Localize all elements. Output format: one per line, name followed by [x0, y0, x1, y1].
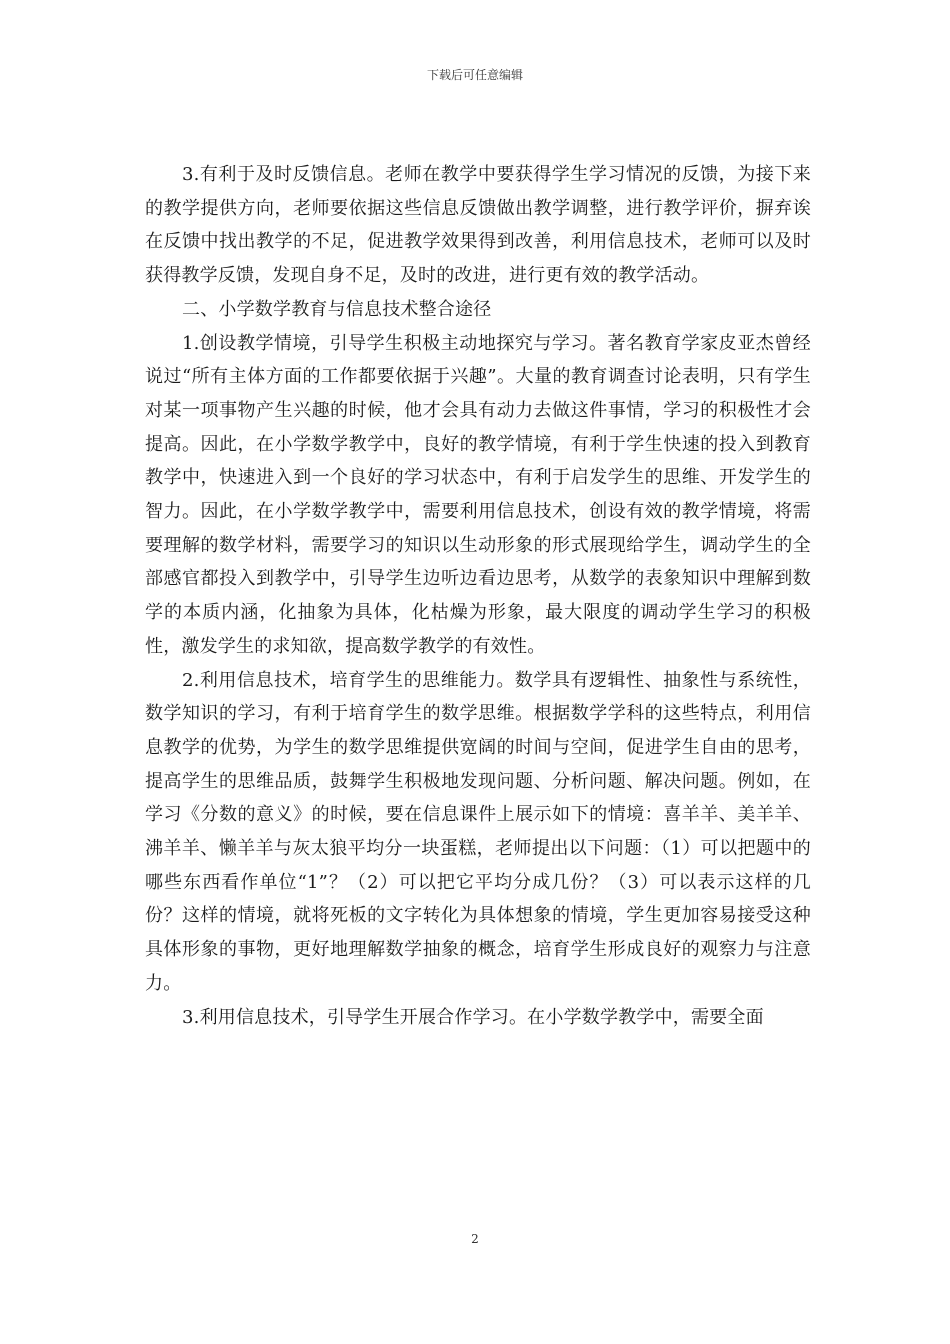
page-header: 下载后可任意编辑: [426, 68, 523, 82]
paragraph-feedback: 3.有利于及时反馈信息。老师在教学中要获得学生学习情况的反馈，为接下来的教学提供方向，老师要依据这些信息反馈做出教学调整，进行教学评价，摒弃诶在反馈中找出教学的不足，促进教学效果得到改善，利用信息技术，老师可以及时获得教学反馈，发现自身不足，及时的改进，进行更有效的教学活动。: [145, 164, 811, 287]
paragraph-teaching-situation: 1.创设教学情境，引导学生积极主动地探究与学习。著名教育学家皮亚杰曾经说过“所有主体方面的工作都要依据于兴趣”。大量的教育调查讨论表明，只有学生对某一项事物产生兴趣的时候，他才会具有动力去做这件事情，学习的积极性才会提高。因此，在小学数学教学中，良好的教学情境，有利于学生快速的投入到教育教学中，快速进入到一个良好的学习状态中，有利于启发学生的思维、开发学生的智力。因此，在小学数学教学中，需要利用信息技术，创设有效的教学情境，将需要理解的数学材料，需要学习的知识以生动形象的形式展现给学生，调动学生的全部感官都投入到教学中，引导学生边听边看边思考，从数学的表象知识中理解到数学的本质内涵，化抽象为具体，化枯燥为形象，最大限度的调动学生学习的积极性，激发学生的求知欲，提高数学教学的有效性。: [145, 332, 811, 657]
paragraph-cooperative-learning: 3.利用信息技术，引导学生开展合作学习。在小学数学教学中，需要全面: [182, 1006, 764, 1028]
document-body: [145, 158, 811, 1034]
page-number: 2: [471, 1232, 479, 1246]
paragraph-thinking-ability: 2.利用信息技术，培育学生的思维能力。数学具有逻辑性、抽象性与系统性，数学知识的学习，有利于培育学生的数学思维。根据数学学科的这些特点，利用信息教学的优势，为学生的数学思维提供宽阔的时间与空间，促进学生自由的思考，提高学生的思维品质，鼓舞学生积极地发现问题、分析问题、解决问题。例如，在学习《分数的意义》的时候，要在信息课件上展示如下的情境：喜羊羊、美羊羊、沸羊羊、懒羊羊与灰太狼平均分一块蛋糕，老师提出以下问题：（1）可以把题中的哪些东西看作单位“1”？（2）可以把它平均分成几份？（3）可以表示这样的几份？这样的情境，就将死板的文字转化为具体想象的情境，学生更加容易接受这种具体形象的事物，更好地理解数学抽象的概念，培育学生形成良好的观察力与注意力。: [145, 669, 811, 994]
section-heading: 二、小学数学教育与信息技术整合途径: [182, 298, 492, 320]
